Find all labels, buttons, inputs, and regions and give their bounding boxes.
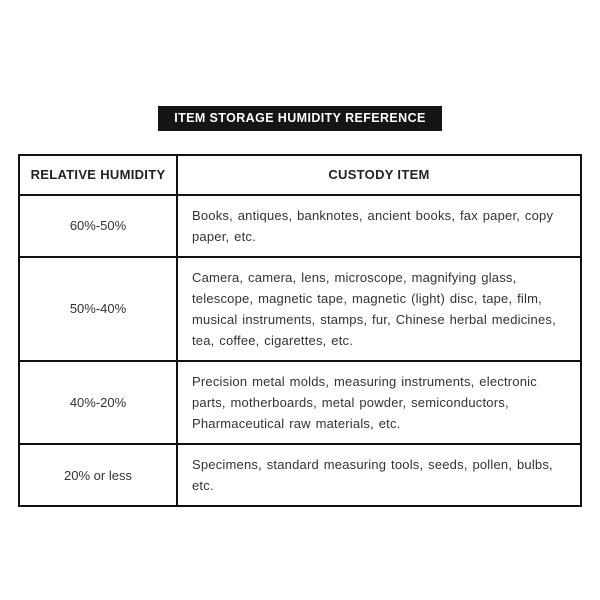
page-title: ITEM STORAGE HUMIDITY REFERENCE — [158, 106, 442, 131]
items-cell: Books, antiques, banknotes, ancient books, fax paper, copy paper, etc. — [177, 195, 581, 257]
table-row — [19, 257, 581, 361]
items-cell: Camera, camera, lens, microscope, magnifying glass, telescope, magnetic tape, magnetic (light) disc, tape, film, musical instruments, stamps, fur, Chinese herbal medicines, tea, coffee, cigarettes, etc. — [177, 257, 581, 361]
items-cell: Specimens, standard measuring tools, seeds, pollen, bulbs, etc. — [177, 444, 581, 506]
humidity-cell: 60%-50% — [19, 195, 177, 257]
humidity-cell: 40%-20% — [19, 361, 177, 444]
banner-container — [0, 0, 600, 131]
table-header-row — [19, 155, 581, 195]
humidity-cell: 20% or less — [19, 444, 177, 506]
table-row — [19, 444, 581, 506]
col-header-custody-item: CUSTODY ITEM — [177, 155, 581, 195]
items-cell: Precision metal molds, measuring instruments, electronic parts, motherboards, metal powder, semiconductors, Pharmaceutical raw materials, etc. — [177, 361, 581, 444]
col-header-relative-humidity: RELATIVE HUMIDITY — [19, 155, 177, 195]
humidity-reference-table — [18, 154, 582, 508]
humidity-cell: 50%-40% — [19, 257, 177, 361]
table-row — [19, 361, 581, 444]
table-row — [19, 195, 581, 257]
